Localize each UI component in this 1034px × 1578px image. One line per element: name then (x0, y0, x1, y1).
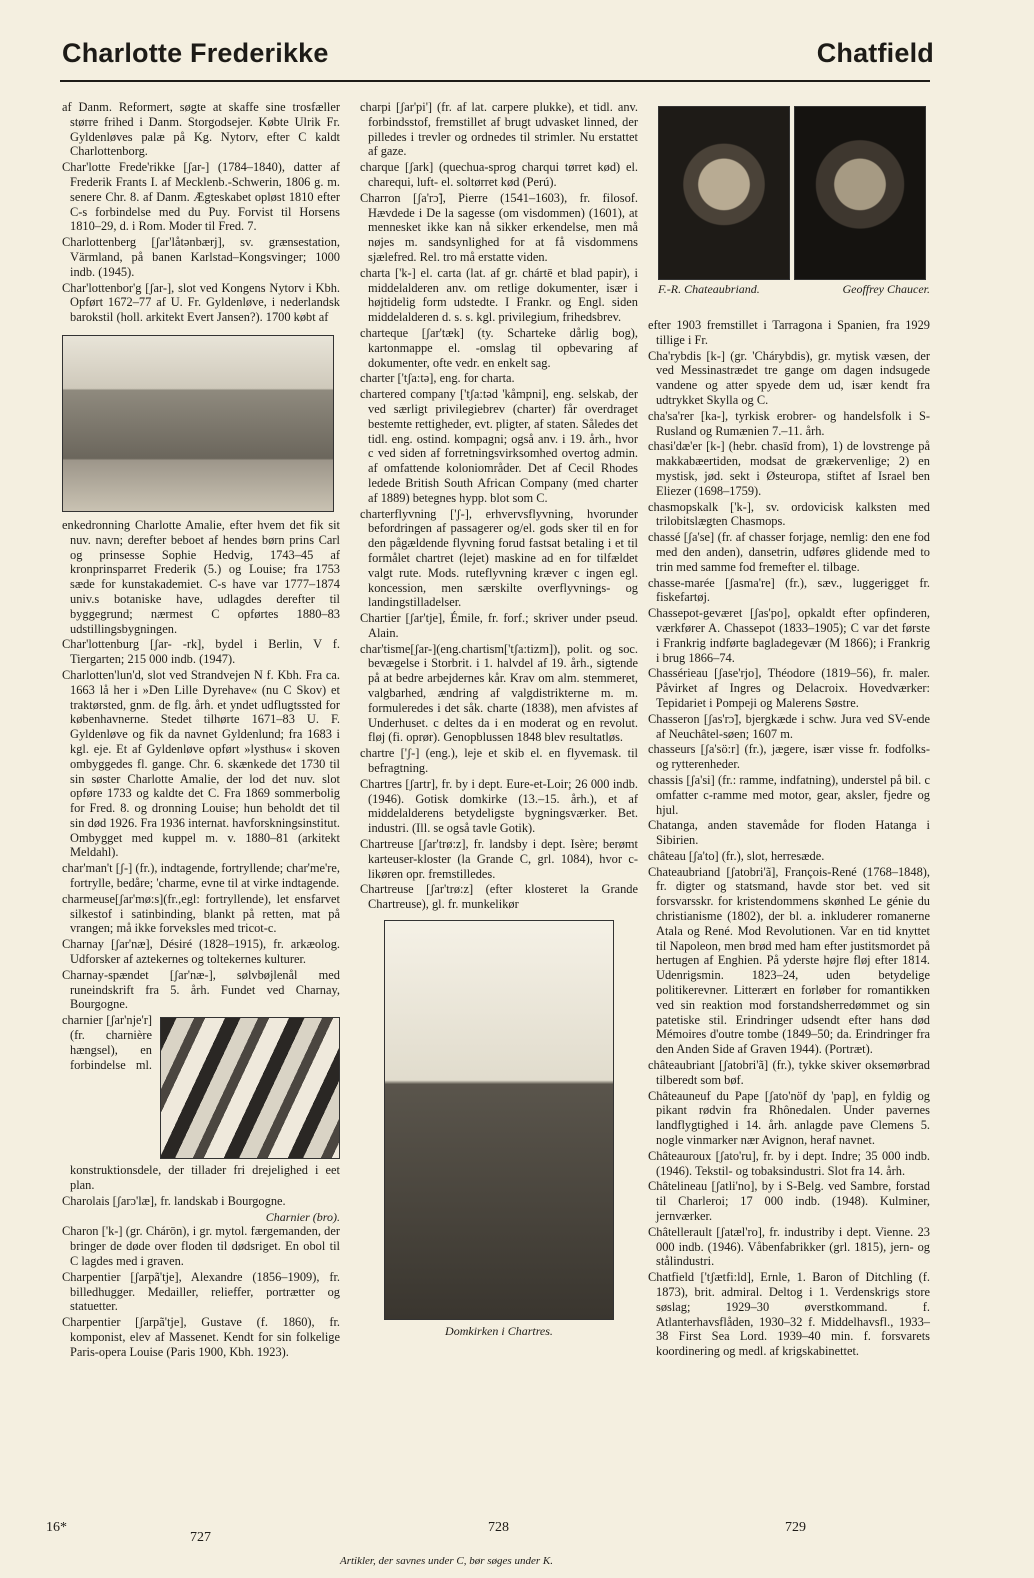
entry: Châtellerault [ʃatæl'ro], fr. industriby i dept. Vienne. 23 000 indb. (1946). Våbenfabrikker (grl. 1815), jern- og stålindustri. (648, 1224, 930, 1269)
charnier-bridge-photo (160, 1017, 340, 1159)
column-1 (62, 100, 340, 1361)
entry: charter ['tʃa:tə], eng. for charta. (360, 371, 515, 386)
chartres-caption: Domkirken i Chartres. (445, 1324, 553, 1339)
entry: Charlottenberg [ʃar'låtənbærj], sv. grænsestation, Värmland, på banen Karlstad–Kongsvinger; 1000 indb. (1945). (62, 235, 340, 279)
entry: chasmopskalk ['k-], sv. ordovicisk kalksten med trilobitslægten Chasmops. (648, 499, 930, 529)
entry: Char'lottenbor'g [ʃar-], slot ved Kongens Nytorv i Kbh. Opført 1672–77 af U. Fr. Gyldenløve, i nederlandsk barokstil (holl. arkitekt Evert Jansen?). 1700 købt af (62, 280, 340, 325)
entry: chartered company ['tʃa:təd 'kåmpni], eng. selskab, der ved særligt privilegiebrev (charter) får overdraget bestemte rettigheder, evt. pligter, af staten. Således det tidl. eng. ostind. kompagni; også anv. i 19. årh., hvor c ved siden af forretningsvirksomhed overtog admin. af omfattende koloniområder. Det af Cecil Rhodes ledede British South African Company (med charter af 1889) betegnes hypp. blot som C. (360, 387, 638, 505)
entry: Chatfield ['tʃætfi:ld], Ernle, 1. Baron of Ditchling (f. 1873), brit. admiral. Deltog i 1. Verdenskrigs store søslag; 1929–30 øverstkommand. f. Atlanterhavsflåden, 1930–32 f. Middelhavsfl., 1933–38 First Sea Lord. 1939–40 min. f. forsvarets koordinering og medl. af krigskabinettet. (648, 1270, 930, 1359)
entry: Chartres [ʃartr], fr. by i dept. Eure-et-Loir; 26 000 indb. (1946). Gotisk domkirke (13.–15. årh.), et af middelalderens betydeligste bygningsværker. Bet. industri. (Ill. se også tavle Gotik). (360, 776, 638, 836)
header-right-guideword: Chatfield (816, 38, 934, 68)
entry: Chartier [ʃar'tje], Émile, fr. forf.; skriver under pseud. Alain. (360, 611, 638, 640)
entry: charta ['k-] el. carta (lat. af gr. chártē et blad papir), i middelalderen anv. om retlige dokumenter, især i højtidelig form udstedte. I Frankr. og Engl. siden middelalderen d. s. s. kgl. privilegium, frihedsbrev. (360, 265, 638, 325)
entry: charnier [ʃar'nje'r](fr. charnière hængsel), en forbindelse ml. konstruktionsdele, der tillader fri drejelighed i eet plan. (62, 1013, 340, 1193)
entry: cha'sa'rer [ka-], tyrkisk erobrer- og handelsfolk i S-Rusland og Rumænien 7.–11. årh. (648, 408, 930, 438)
entry: Chatanga, anden stavemåde for floden Hatanga i Sibirien. (648, 818, 930, 848)
entry: char'man't [ʃ-] (fr.), indtagende, fortryllende; char'me're, fortrylle, bedåre; 'charme, evne til at virke indtagende. (62, 861, 340, 891)
sheet-number: 16* (46, 1520, 67, 1535)
entry: Cha'rybdis [k-] (gr. 'Chárybdis), gr. mytisk væsen, der ved Messinastrædet tre gange om dagen indsugede vandene og atter spyede dem ud, især kendt fra udtrykket Skylla og C. (648, 348, 930, 407)
entry: Charolais [ʃarɔ'læ], fr. landskab i Bourgogne. (62, 1193, 286, 1208)
entry: Chartreuse [ʃar'trø:z], fr. landsby i dept. Isère; berømt karteuser-kloster (la Grande C, grl. 1084), hvor c-likøren opr. fremstilledes. (360, 837, 638, 881)
entry: Châteauneuf du Pape [ʃato'nöf dy 'pap], en fyldig og pikant rødvin fra Rhônedalen. Under pavernes landflygtighed i 14. årh. anlagde pave Clemens 5. nogle vinmarker nær Avignon, heraf navnet. (648, 1088, 930, 1148)
chartres-cathedral-photo (384, 920, 614, 1320)
entry: Chassérieau [ʃase'rjo], Théodore (1819–56), fr. maler. Påvirket af Ingres og Delacroix. Hovedværker: Tepidariet i Pompeji og Malerens Søstre. (648, 666, 930, 710)
entry: Charlotten'lun'd, slot ved Strandvejen N f. Kbh. Fra ca. 1663 lå her i »Den Lille Dyrehave« (nu C Skov) et traktørsted, gnm. de flg. årh. et yndet udflugtssted for københavnerne. Stedet tilhørte 1671–83 U. F. Gyldenløve og fik da navnet Gyldenlund; fra 1683 i kgl. eje. Et af Gyldenløve opført »lysthus« i skoven ombyggedes fl. gange. Chr. 6. skænkede det 1730 til sin søster Charlotte Amalie, der lod det nuv. slot opføre 1733 og kaldte det C. Fra 1869 sommerbolig for Fred. 8. og dronning Louise; hun beholdt det til sin død 1926. Fra 1936 internat. havforskningsinstitut. Ombygget med kuppel m. v. 1880–81 (arkitekt Meldahl). (62, 667, 340, 860)
chaucer-portrait (794, 106, 926, 280)
entry: Châteauroux [ʃato'ru], fr. by i dept. Indre; 35 000 indb. (1946). Tekstil- og tobaksindustri. Slot fra 14. årh. (648, 1148, 930, 1178)
entry: Charnay [ʃar'næ], Désiré (1828–1915), fr. arkæolog. Udforsker af aztekernes og toltekernes kulturer. (62, 937, 340, 967)
entry: Chasseron [ʃas'rɔ̃], bjergkæde i schw. Jura ved SV-ende af Neuchâtel-søen; 1607 m. (648, 711, 930, 741)
entry: Charpentier [ʃarpã'tje], Alexandre (1856–1909), fr. billedhugger. Medailler, relieffer, portrætter og statuetter. (62, 1269, 340, 1314)
column-2 (360, 100, 638, 1339)
charlottenborg-photo (62, 335, 334, 512)
footer-note: Artikler, der savnes under C, bør søges under K. (340, 1555, 553, 1567)
page-number-middle: 728 (488, 1520, 509, 1535)
entry: chassis [ʃa'si] (fr.: ramme, indfatning), understel på bil. c omfatter c-ramme med motor, gear, aksler, fjedre og hjul. (648, 772, 930, 817)
portrait-caption-chaucer: Geoffrey Chaucer. (842, 282, 930, 296)
entry: charterflyvning ['ʃ-], erhvervsflyvning, hvorunder befordringen af passagerer og/el. gods sker til en for den pågældende flyvning forud fastsat betaling i et til formålet chartret (lejet) maskine ad en for tilfældet valgt rute. Mods. ruteflyvning kræver c ingen egl. koncession, men særskilte overflyvnings- og landingstilladelser. (360, 506, 638, 610)
entry: chasi'dæ'er [k-] (hebr. chasīd from), 1) de lovstrenge på makkabæertiden, modsat de grækervenlige; 2) en mystisk, jød. sekt i Østeuropa, stiftet af Israel ben Eliezer (1698–1759). (648, 439, 930, 498)
entry: chartre ['ʃ-] (eng.), leje et skib el. en flyvemask. til befragtning. (360, 746, 638, 776)
entry: Charpentier [ʃarpã'tje], Gustave (f. 1860), fr. komponist, elev af Massenet. Kendt for sin folkelige Paris-opera Louise (Paris 1900, Kbh. 1923). (62, 1315, 340, 1359)
chateaubriand-portrait (658, 106, 790, 280)
entry: efter 1903 fremstillet i Tarragona i Spanien, fra 1929 tillige i Fr. (648, 318, 930, 347)
charnier-caption: Charnier (bro). (265, 1209, 340, 1224)
entry: charpi [ʃar'pi'] (fr. af lat. carpere plukke), et tidl. anv. forbindsstof, fremstillet af brugt udvasket linned, der pilledes i trevler og ordnedes til strimler. Nu erstattet af gaze. (360, 100, 638, 159)
entry: chasseurs [ʃa'sö:r] (fr.), jægere, især visse fr. fodfolks- og rytterenheder. (648, 742, 930, 772)
portraits (658, 106, 930, 286)
entry: chassé [ʃa'se] (fr. af chasser forjage, nemlig: den ene fod med den anden), dansetrin, udføres glidende med to trin med samme fod fremefter el. tilbage. (648, 530, 930, 574)
entry: charque [ʃark] (quechua-sprog charqui tørret kød) el. charequi, luft- el. soltørret kød (Perú). (360, 160, 638, 189)
header-left-guideword: Charlotte Frederikke (62, 38, 329, 68)
portrait-caption-chateaubriand: F.-R. Chateaubriand. (658, 282, 760, 296)
column-3 (648, 318, 930, 1360)
entry: Char'lotte Frede'rikke [ʃar-] (1784–1840), datter af Frederik Frants I. af Mecklenb.-Schwerin, 1806 g. m. senere Chr. 8. af Danm. Ægteskabet opløst 1810 efter C-s forbindelse med du Puy. Forvist til Horsens 1810–29, d. i Rom. Moder til Fred. 7. (62, 160, 340, 234)
entry: châteaubriant [ʃatobri'ã] (fr.), tykke skiver oksemørbrad tilberedt som bøf. (648, 1058, 930, 1087)
entry: af Danm. Reformert, søgte at skaffe sine trosfæller større frihed i Danm. Storgodsejer. Købte Ulrik Fr. Gyldenløves palæ på Kg. Nytorv, efter C kaldt Charlottenborg. (62, 100, 340, 159)
entry: charmeuse[ʃar'mø:s](fr.,egl: fortryllende), let ensfarvet silkestof i satinbinding, blankt på retten, mat på vrangen; må ikke forveksles med tricot-c. (62, 891, 340, 936)
entry: char'tisme[ʃar-](eng.chartism['tʃa:tizm]), polit. og soc. bevægelse i Storbrit. i 1. halvdel af 19. årh., sigtende på at bedre arbejdernes kår. Krav om alm. stemmeret, valgbarhed, ændring af valgdistrikterne m. m. formuleredes i det såk. charte (1838), men afvistes af Underhuset. c deltes da i en moderat og en revolut. fløj (fi. oprør). Genopblussen 1848 blev resultatløs. (360, 641, 638, 745)
entry: enkedronning Charlotte Amalie, efter hvem det fik sit nuv. navn; derefter beboet af hendes børn prins Carl og prinsesse Sophie Hedvig, 1743–45 af kronprinsparret Frederik (5.) og Louise; fra 1753 sæde for kunstakademiet. C-s have var 1777–1874 univ.s botaniske have, udlagdes derefter til byggegrund; nærmest C opførtes 1880–83 udstillingsbygningen. (62, 517, 340, 636)
entry: Charon ['k-] (gr. Chárōn), i gr. mytol. færgemanden, der bringer de døde over floden til dødsriget. En obol til C lagdes med i graven. (62, 1224, 340, 1269)
header-rule (60, 80, 930, 82)
page-number-left: 727 (190, 1530, 211, 1545)
entry: chasse-marée [ʃasma're] (fr.), sæv., luggerigget fr. fiskefartøj. (648, 575, 930, 605)
page-number-right: 729 (785, 1520, 806, 1535)
entry: Châtelineau [ʃatli'no], by i S-Belg. ved Sambre, forstad til Charleroi; 17 000 indb. (1948). Kulminer, jernværker. (648, 1179, 930, 1224)
entry: Charnay-spændet [ʃar'næ-], sølvbøjlenål med runeindskrift fra 5. årh. Fundet ved Charnay, Bourgogne. (62, 967, 340, 1012)
entry: Char'lottenburg [ʃar- -rk], bydel i Berlin, V f. Tiergarten; 215 000 indb. (1947). (62, 637, 340, 667)
entry: Chassepot-geværet [ʃas'po], opkaldt efter opfinderen, værkfører A. Chassepot (1833–1905); C var det første i Frankrig indførte bagladegevær (M 1866); i Frankrig i brug 1866–74. (648, 606, 930, 665)
portrait-captions (658, 282, 930, 297)
entry: Chateaubriand [ʃatobri'ã], François-René (1768–1848), fr. digter og statsmand, havde stor bet. ved sit forsvarsskr. for kristendommens skønhed Le génie du christianisme (1802), der bl. a. inkluderer romanerne Atala og René. Mod Revolutionen. Var en tid knyttet til Napoleon, men brød med ham efter justitsmordet på hertugen af Enghien. På yderste højre fløj efter 1814. Udenrigsmin. 1823–24, uden betydelige politikerevner. Litterært en forløber for romantikken ved sin reaktion mod forstandsherredømmet og sin patetiske stil. Erindringer udsendt efter hans død Mémoires d'outre tombe (1849–50; da. Erindringer fra den Anden Side af Graven 1944). (Portræt). (648, 864, 930, 1057)
entry: château [ʃa'to] (fr.), slot, herresæde. (648, 848, 825, 863)
entry: charteque [ʃar'tæk] (ty. Scharteke dårlig bog), kartonmappe el. -omslag til opbevaring af dokumenter, ofte vedr. en enkelt sag. (360, 325, 638, 370)
entry: Charron [ʃa'rɔ̃], Pierre (1541–1603), fr. filosof. Hævdede i De la sagesse (om visdommen) (1601), at mennesket ikke kan nå sikker erkendelse, men må nøjes m. sandsynlighed for at få visdommens sjælefred. Rel. tro må erstatte viden. (360, 190, 638, 264)
entry: Chartreuse [ʃar'trø:z] (efter klosteret la Grande Chartreuse), gl. fr. munkelikør (360, 882, 638, 912)
